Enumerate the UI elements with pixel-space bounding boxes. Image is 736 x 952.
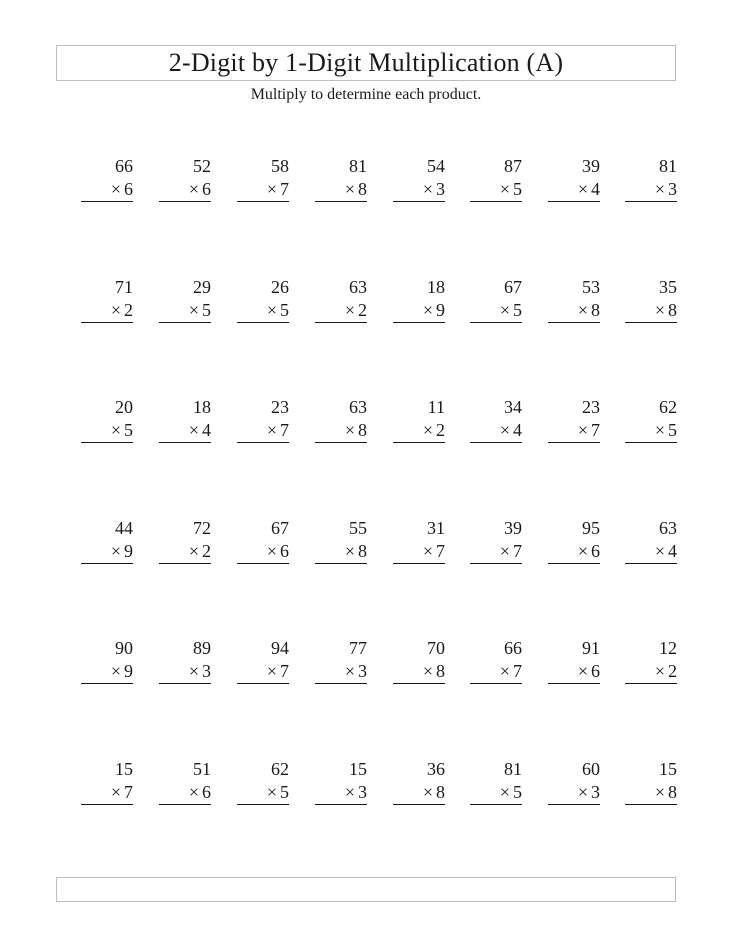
problem <box>315 276 367 336</box>
multiplier: 5 <box>513 300 522 320</box>
answer-rule <box>625 563 677 564</box>
multiplier-line <box>423 540 445 562</box>
answer-rule <box>159 442 211 443</box>
multiplier: 4 <box>513 420 522 440</box>
multiply-sign: × <box>188 420 199 440</box>
multiply-sign: × <box>422 179 433 199</box>
multiply-sign: × <box>577 300 588 320</box>
multiply-sign: × <box>266 541 277 561</box>
multiplier: 6 <box>280 541 289 561</box>
problem <box>81 758 133 818</box>
multiplicand: 12 <box>659 638 677 658</box>
multiplicand: 18 <box>427 277 445 297</box>
multiplier-line <box>578 178 600 200</box>
multiply-sign: × <box>344 420 355 440</box>
multiplicand: 87 <box>504 156 522 176</box>
multiply-sign: × <box>577 661 588 681</box>
multiply-sign: × <box>577 541 588 561</box>
problem <box>237 517 289 577</box>
multiplicand: 62 <box>271 759 289 779</box>
multiplier: 8 <box>358 420 367 440</box>
multiplicand: 67 <box>271 518 289 538</box>
multiplier: 9 <box>124 661 133 681</box>
multiplier-line <box>267 299 289 321</box>
answer-rule <box>393 442 445 443</box>
answer-rule <box>237 201 289 202</box>
multiplier-line <box>345 299 367 321</box>
multiplier-line <box>578 299 600 321</box>
multiplicand: 70 <box>427 638 445 658</box>
multiplicand: 53 <box>582 277 600 297</box>
multiply-sign: × <box>188 300 199 320</box>
multiplier: 2 <box>668 661 677 681</box>
problem <box>625 637 677 697</box>
answer-rule <box>470 442 522 443</box>
multiplicand: 66 <box>504 638 522 658</box>
answer-rule <box>548 201 600 202</box>
multiply-sign: × <box>422 420 433 440</box>
problem <box>159 637 211 697</box>
multiplicand: 90 <box>115 638 133 658</box>
multiply-sign: × <box>654 782 665 802</box>
problem <box>159 276 211 336</box>
multiplier-line <box>500 299 522 321</box>
multiplier: 5 <box>280 300 289 320</box>
multiply-sign: × <box>499 541 510 561</box>
answer-rule <box>159 201 211 202</box>
multiply-sign: × <box>422 541 433 561</box>
problem <box>393 517 445 577</box>
multiplier-line <box>500 660 522 682</box>
answer-rule <box>315 201 367 202</box>
multiplier: 8 <box>358 179 367 199</box>
problem <box>159 517 211 577</box>
multiplier: 4 <box>591 179 600 199</box>
multiply-sign: × <box>188 782 199 802</box>
multiplier: 9 <box>436 300 445 320</box>
multiplier-line <box>423 178 445 200</box>
answer-rule <box>625 322 677 323</box>
problem <box>548 758 600 818</box>
multiply-sign: × <box>266 661 277 681</box>
multiplier-line <box>345 178 367 200</box>
multiplier-line <box>267 781 289 803</box>
answer-rule <box>625 683 677 684</box>
answer-rule <box>625 442 677 443</box>
multiplier: 6 <box>202 782 211 802</box>
multiply-sign: × <box>344 661 355 681</box>
multiply-sign: × <box>188 541 199 561</box>
answer-rule <box>315 563 367 564</box>
answer-rule <box>81 442 133 443</box>
multiplicand: 26 <box>271 277 289 297</box>
answer-rule <box>470 322 522 323</box>
problem <box>159 155 211 215</box>
problem <box>548 155 600 215</box>
answer-rule <box>237 442 289 443</box>
multiply-sign: × <box>577 420 588 440</box>
answer-rule <box>315 804 367 805</box>
multiplicand: 34 <box>504 397 522 417</box>
multiplier-line <box>189 660 211 682</box>
answer-rule <box>237 804 289 805</box>
multiplier: 8 <box>436 661 445 681</box>
multiplicand: 54 <box>427 156 445 176</box>
problem <box>470 396 522 456</box>
multiply-sign: × <box>110 541 121 561</box>
multiply-sign: × <box>110 661 121 681</box>
problem <box>393 155 445 215</box>
multiply-sign: × <box>499 179 510 199</box>
problem <box>237 396 289 456</box>
multiplicand: 52 <box>193 156 211 176</box>
answer-rule <box>159 683 211 684</box>
multiplier-line <box>111 299 133 321</box>
multiply-sign: × <box>110 782 121 802</box>
problem <box>81 276 133 336</box>
multiplier: 7 <box>513 661 522 681</box>
problem <box>625 276 677 336</box>
multiplier-line <box>655 781 677 803</box>
multiplier-line <box>267 660 289 682</box>
answer-rule <box>393 322 445 323</box>
multiplier-line <box>655 299 677 321</box>
multiplier-line <box>500 540 522 562</box>
answer-rule <box>548 322 600 323</box>
multiplier: 5 <box>513 179 522 199</box>
multiplier-line <box>500 781 522 803</box>
multiply-sign: × <box>110 179 121 199</box>
problem <box>625 517 677 577</box>
multiply-sign: × <box>266 300 277 320</box>
multiplier-line <box>189 781 211 803</box>
problem <box>237 758 289 818</box>
multiplicand: 15 <box>115 759 133 779</box>
multiplicand: 77 <box>349 638 367 658</box>
multiplier-line <box>345 540 367 562</box>
multiplier-line <box>189 419 211 441</box>
multiplicand: 63 <box>659 518 677 538</box>
multiplier-line <box>345 419 367 441</box>
multiplicand: 89 <box>193 638 211 658</box>
multiplier-line <box>189 178 211 200</box>
multiplier: 6 <box>202 179 211 199</box>
answer-rule <box>237 563 289 564</box>
multiplier: 5 <box>202 300 211 320</box>
problem <box>81 155 133 215</box>
multiply-sign: × <box>654 661 665 681</box>
answer-rule <box>81 322 133 323</box>
problem <box>548 517 600 577</box>
multiplicand: 63 <box>349 277 367 297</box>
multiply-sign: × <box>577 782 588 802</box>
answer-rule <box>81 804 133 805</box>
multiplicand: 95 <box>582 518 600 538</box>
multiplier: 3 <box>436 179 445 199</box>
answer-rule <box>470 804 522 805</box>
multiplier: 7 <box>124 782 133 802</box>
multiplier-line <box>655 540 677 562</box>
multiplicand: 72 <box>193 518 211 538</box>
multiplier: 4 <box>202 420 211 440</box>
multiplier: 2 <box>436 420 445 440</box>
problem <box>315 155 367 215</box>
multiplier-line <box>423 419 445 441</box>
answer-rule <box>159 563 211 564</box>
problem <box>548 276 600 336</box>
multiplicand: 55 <box>349 518 367 538</box>
multiply-sign: × <box>577 179 588 199</box>
multiply-sign: × <box>654 541 665 561</box>
answer-rule <box>470 563 522 564</box>
problem <box>159 758 211 818</box>
multiplier: 3 <box>668 179 677 199</box>
answer-rule <box>237 322 289 323</box>
multiplicand: 71 <box>115 277 133 297</box>
multiplicand: 15 <box>349 759 367 779</box>
multiplicand: 60 <box>582 759 600 779</box>
answer-rule <box>548 804 600 805</box>
multiplier: 8 <box>436 782 445 802</box>
answer-rule <box>159 322 211 323</box>
multiplier: 7 <box>591 420 600 440</box>
multiply-sign: × <box>422 782 433 802</box>
multiplicand: 20 <box>115 397 133 417</box>
multiplier: 2 <box>358 300 367 320</box>
multiply-sign: × <box>344 541 355 561</box>
multiplier: 8 <box>668 300 677 320</box>
multiplicand: 81 <box>504 759 522 779</box>
multiplier: 5 <box>513 782 522 802</box>
multiplicand: 23 <box>582 397 600 417</box>
multiplier-line <box>111 660 133 682</box>
problem <box>393 276 445 336</box>
answer-rule <box>393 804 445 805</box>
multiplicand: 18 <box>193 397 211 417</box>
answer-rule <box>393 683 445 684</box>
multiplicand: 66 <box>115 156 133 176</box>
multiplicand: 35 <box>659 277 677 297</box>
multiplier: 6 <box>591 541 600 561</box>
multiplicand: 62 <box>659 397 677 417</box>
multiplier-line <box>578 419 600 441</box>
problem <box>625 396 677 456</box>
multiplier: 5 <box>668 420 677 440</box>
problem <box>470 276 522 336</box>
multiplier-line <box>655 419 677 441</box>
problem <box>237 276 289 336</box>
multiply-sign: × <box>188 179 199 199</box>
problem <box>548 637 600 697</box>
multiplicand: 23 <box>271 397 289 417</box>
problem <box>81 517 133 577</box>
answer-rule <box>159 804 211 805</box>
multiplicand: 67 <box>504 277 522 297</box>
multiplicand: 36 <box>427 759 445 779</box>
multiplicand: 63 <box>349 397 367 417</box>
multiplier: 2 <box>124 300 133 320</box>
problem <box>625 155 677 215</box>
multiplier-line <box>345 781 367 803</box>
multiplier-line <box>111 781 133 803</box>
multiplier-line <box>189 299 211 321</box>
multiplier-line <box>578 540 600 562</box>
multiply-sign: × <box>110 300 121 320</box>
multiplicand: 94 <box>271 638 289 658</box>
multiplier: 3 <box>202 661 211 681</box>
footer-box <box>56 877 676 902</box>
multiplier-line <box>655 660 677 682</box>
problem <box>393 396 445 456</box>
multiply-sign: × <box>499 420 510 440</box>
answer-rule <box>393 563 445 564</box>
multiplier: 8 <box>668 782 677 802</box>
multiplier: 9 <box>124 541 133 561</box>
answer-rule <box>237 683 289 684</box>
answer-rule <box>315 683 367 684</box>
problem <box>81 637 133 697</box>
multiplier: 8 <box>591 300 600 320</box>
multiplicand: 91 <box>582 638 600 658</box>
multiplier: 6 <box>124 179 133 199</box>
multiply-sign: × <box>110 420 121 440</box>
multiplicand: 44 <box>115 518 133 538</box>
multiplier: 7 <box>513 541 522 561</box>
problem <box>315 758 367 818</box>
multiplier-line <box>500 178 522 200</box>
problem <box>470 637 522 697</box>
multiplier-line <box>267 178 289 200</box>
multiplier: 5 <box>280 782 289 802</box>
multiplicand: 31 <box>427 518 445 538</box>
answer-rule <box>625 804 677 805</box>
multiplier: 2 <box>202 541 211 561</box>
multiplicand: 39 <box>582 156 600 176</box>
multiply-sign: × <box>266 420 277 440</box>
multiplier-line <box>423 299 445 321</box>
multiply-sign: × <box>188 661 199 681</box>
answer-rule <box>470 683 522 684</box>
multiply-sign: × <box>499 782 510 802</box>
multiply-sign: × <box>344 300 355 320</box>
multiplier: 7 <box>280 661 289 681</box>
multiplicand: 58 <box>271 156 289 176</box>
problem <box>393 637 445 697</box>
multiplicand: 15 <box>659 759 677 779</box>
problem <box>625 758 677 818</box>
multiply-sign: × <box>422 661 433 681</box>
multiplier-line <box>345 660 367 682</box>
multiply-sign: × <box>654 300 665 320</box>
answer-rule <box>470 201 522 202</box>
multiplier: 7 <box>280 420 289 440</box>
multiplier-line <box>267 419 289 441</box>
multiplier-line <box>500 419 522 441</box>
multiply-sign: × <box>344 782 355 802</box>
problem <box>470 155 522 215</box>
multiply-sign: × <box>266 179 277 199</box>
multiply-sign: × <box>344 179 355 199</box>
multiplier: 4 <box>668 541 677 561</box>
problem <box>315 637 367 697</box>
multiplier: 6 <box>591 661 600 681</box>
multiplicand: 81 <box>349 156 367 176</box>
problem <box>237 155 289 215</box>
multiplier-line <box>578 781 600 803</box>
multiplier: 7 <box>436 541 445 561</box>
answer-rule <box>81 683 133 684</box>
multiplier-line <box>111 540 133 562</box>
multiplier-line <box>655 178 677 200</box>
multiply-sign: × <box>422 300 433 320</box>
problem <box>470 517 522 577</box>
multiplier: 5 <box>124 420 133 440</box>
answer-rule <box>393 201 445 202</box>
multiply-sign: × <box>654 420 665 440</box>
problem <box>237 637 289 697</box>
answer-rule <box>315 322 367 323</box>
multiplier-line <box>111 178 133 200</box>
multiply-sign: × <box>499 300 510 320</box>
problem <box>159 396 211 456</box>
multiplier-line <box>189 540 211 562</box>
multiplier: 3 <box>358 782 367 802</box>
multiplicand: 51 <box>193 759 211 779</box>
multiplier-line <box>423 781 445 803</box>
page-title: 2-Digit by 1-Digit Multiplication (A) <box>168 48 564 77</box>
multiplicand: 39 <box>504 518 522 538</box>
problem <box>315 517 367 577</box>
answer-rule <box>81 563 133 564</box>
problem <box>548 396 600 456</box>
answer-rule <box>548 683 600 684</box>
problem <box>470 758 522 818</box>
multiplier-line <box>423 660 445 682</box>
instructions: Multiply to determine each product. <box>250 86 482 103</box>
answer-rule <box>315 442 367 443</box>
multiplier: 8 <box>358 541 367 561</box>
problem <box>81 396 133 456</box>
multiply-sign: × <box>654 179 665 199</box>
multiplicand: 29 <box>193 277 211 297</box>
multiplicand: 81 <box>659 156 677 176</box>
multiplier-line <box>111 419 133 441</box>
problem <box>315 396 367 456</box>
answer-rule <box>548 563 600 564</box>
multiplier: 3 <box>358 661 367 681</box>
multiplicand: 11 <box>427 397 445 417</box>
answer-rule <box>81 201 133 202</box>
multiplier-line <box>578 660 600 682</box>
multiply-sign: × <box>266 782 277 802</box>
multiplier: 7 <box>280 179 289 199</box>
multiplier: 3 <box>591 782 600 802</box>
answer-rule <box>548 442 600 443</box>
multiplier-line <box>267 540 289 562</box>
answer-rule <box>625 201 677 202</box>
problem <box>393 758 445 818</box>
multiply-sign: × <box>499 661 510 681</box>
